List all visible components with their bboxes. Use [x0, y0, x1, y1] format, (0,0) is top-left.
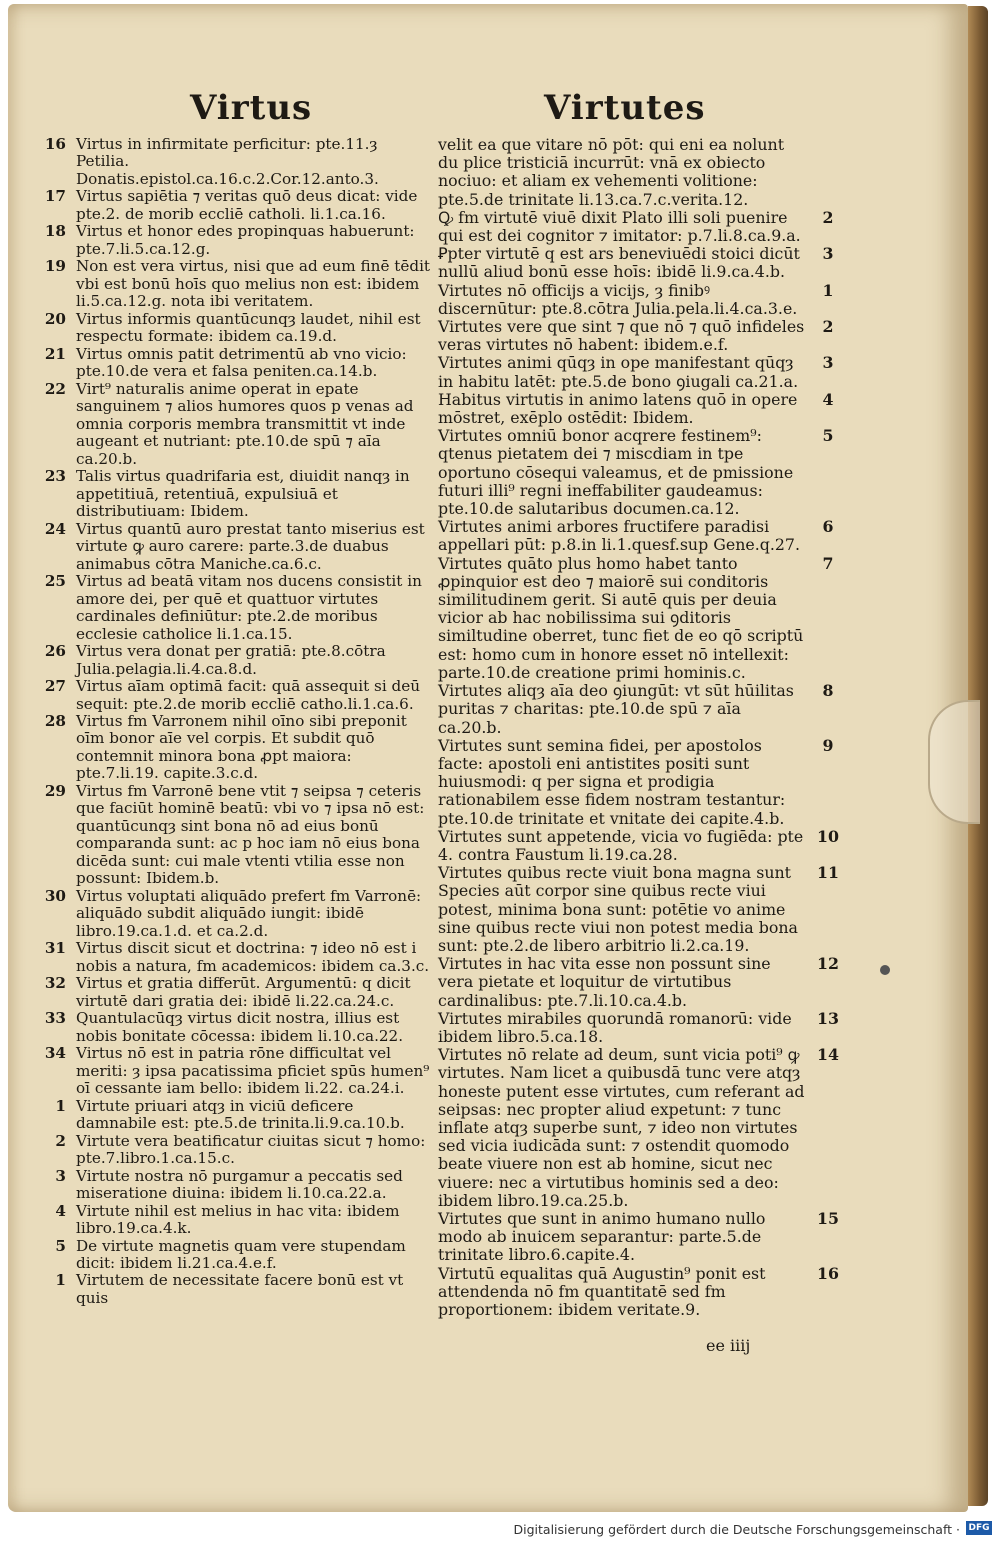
index-entry	[438, 207, 834, 246]
index-entry	[438, 517, 834, 555]
index-entry	[40, 940, 435, 975]
entry-number: 14	[817, 1045, 839, 1065]
entry-text: Virtutes quāto plus homo habet tanto ꝓpinquior est deo ⁊ maiorē sui conditoris similitudinem gerit. Si autē quis per deuia vicior ab hac nobilissima sui ꝯditoris similtudine oberret, tunc fiet de eo qō scriptū est: homo cum in honore esset nō intellexit: parte.10.de creatione primi hominis.c.	[438, 553, 804, 682]
entry-text: Virtute nostra nō purgamur a peccatis sed miseratione diuina: ibidem li.10.ca.22.a.	[76, 1166, 403, 1203]
entry-number: 34	[44, 1044, 66, 1063]
entry-text: Virtus aīam optimā facit: quā assequit si deū sequit: pte.2.de morib eccliē catho.li.1.ca.6.	[76, 677, 420, 713]
index-entry	[40, 1010, 435, 1045]
entry-number: 19	[44, 257, 66, 276]
entry-number: 16	[44, 135, 66, 153]
entry-text: Virtute nihil est melius in hac vita: ibidem libro.19.ca.4.k.	[76, 1201, 400, 1238]
entry-number: 18	[44, 222, 66, 241]
entry-text: Virtus ad beatā vitam nos ducens consistit in amore dei, per quē et quattuor virtutes cardinales definiūtur: pte.2.de moribus ecclesie catholice li.1.ca.15.	[76, 572, 422, 643]
entry-number: 4	[55, 1201, 66, 1220]
entry-text: Virtute vera beatificatur ciuitas sicut ⁊ homo: pte.7.libro.1.ca.15.c.	[76, 1131, 426, 1168]
entry-number: 11	[817, 863, 839, 883]
entry-text: Ꝑpter virtutē q est ars beneviuēdi stoici dicūt nullū aliud bonū esse hoīs: ibidē li.9.ca.4.b.	[438, 244, 800, 282]
dfg-logo: DFG	[966, 1521, 992, 1535]
index-entry	[40, 975, 435, 1010]
entry-text: Virtutes mirabiles quorundā romanorū: vide ibidem libro.5.ca.18.	[438, 1008, 792, 1046]
entry-number: 32	[44, 974, 66, 993]
entry-number: 7	[822, 553, 834, 573]
entry-number: 29	[44, 781, 66, 800]
signature-mark: ee iiij	[706, 1336, 751, 1355]
index-entry	[40, 1045, 435, 1097]
entry-text: Virtutū equalitas quā Augustin⁹ ponit est attendenda nō fm quantitatē sed fm proportionem: ibidem veritate.9.	[438, 1263, 766, 1319]
entry-number: 10	[817, 826, 839, 846]
entry-number: 2	[55, 1131, 66, 1150]
running-head-left: Virtus	[190, 88, 313, 128]
entry-number: 6	[822, 517, 834, 537]
entry-text: Quantulacūqȝ virtus dicit nostra, illius est nobis bonitate cōcessa: ibidem li.10.ca.22.	[76, 1009, 404, 1045]
index-entry	[438, 735, 834, 828]
footer-bar	[0, 1514, 1000, 1542]
entry-number: 17	[44, 187, 66, 206]
index-entry	[40, 468, 435, 520]
index-entry	[40, 521, 435, 573]
entry-text: Virtutes nō officijs a vicijs, ȝ finibꝰ discernūtur: pte.8.cōtra Julia.pela.li.4.ca.3.e.	[438, 280, 798, 318]
entry-number: 3	[822, 244, 834, 264]
entry-text: De virtute magnetis quam vere stupendam dicit: ibidem li.21.ca.4.e.f.	[76, 1236, 406, 1272]
index-entry	[438, 317, 834, 355]
entry-text: Virtus nō est in patria rōne difficultat vel meriti: ȝ ipsa pacatissima pficiet spūs humen⁹ oī cessante iam bello: ibidem li.22. ca.24.i.	[76, 1044, 430, 1098]
entry-number: 2	[822, 207, 834, 227]
right-column	[438, 135, 839, 1319]
entry-text: Virtutes quibus recte viuit bona magna sunt Species aūt corpor sine quibus recte viui potest, minima bona sunt: potētie vo anime sine quibus recte viui non potest media bona sunt: pte.2.de libero arbitrio li.2.ca.19.	[438, 863, 798, 955]
index-entry	[438, 681, 834, 737]
index-entry	[40, 381, 435, 468]
index-entry	[438, 1008, 839, 1046]
running-head-right: Virtutes	[544, 88, 706, 128]
entry-text: Talis virtus quadrifaria est, diuidit nanqȝ in appetitiuā, retentiuā, expulsiuā et distributiuam: Ibidem.	[76, 467, 410, 521]
entry-number: 28	[44, 711, 66, 730]
index-entry	[438, 426, 834, 519]
index-entry	[40, 1098, 435, 1133]
entry-text: Virtutes vere que sint ⁊ que nō ⁊ quō infideles veras virtutes nō habent: ibidem.e.f.	[438, 317, 805, 355]
entry-number: 16	[817, 1263, 839, 1283]
entry-text: Virtus informis quantūcunqȝ laudet, nihil est respectu formate: ibidem ca.19.d.	[76, 309, 421, 346]
entry-text: Virtus et honor edes propinquas habuerunt: pte.7.li.5.ca.12.g.	[76, 222, 415, 258]
index-entry	[40, 223, 435, 258]
entry-text: velit ea que vitare nō pōt: qui eni ea nolunt du plice tristiciā incurrūt: vnā ex obiecto nociuo: et aliam ex vehementi volitione: pte.5.de trinitate li.13.ca.7.c.verita.12.	[438, 135, 785, 209]
entry-text: Virtus fm Varronem nihil oīno sibi preponit oīm bonor aīe vel corpis. Et subdit quō contemnit minora bona ꝓpt maiora: pte.7.li.19. capite.3.c.d.	[76, 711, 407, 783]
index-entry	[438, 1045, 839, 1210]
index-entry	[438, 1208, 839, 1265]
entry-number: 9	[822, 735, 834, 755]
entry-text: Non est vera virtus, nisi que ad eum finē tēdit vbi est bonū hoīs quo melius non est: ibidem li.5.ca.12.g. nota ibi veritatem.	[76, 257, 431, 311]
index-entry	[40, 888, 435, 940]
entry-text: Virtutes aliqȝ aīa deo ꝯiungūt: vt sūt hūilitas puritas ⁊ charitas: pte.10.de spū ⁊ aīa ca.20.b.	[438, 681, 794, 737]
left-column	[40, 136, 435, 1307]
index-entry	[438, 136, 806, 209]
index-entry	[40, 1133, 435, 1168]
index-entry	[438, 826, 839, 864]
entry-number: 13	[817, 1008, 839, 1028]
entry-text: Virtus voluptati aliquādo prefert fm Varronē: aliquādo subdit aliquādo iungit: ibidē libro.19.ca.1.d. et ca.2.d.	[76, 886, 422, 940]
entry-text: Virtus et gratia differūt. Argumentū: q dicit virtutē dari gratia dei: ibidē li.22.ca.24.c.	[76, 974, 411, 1010]
entry-text: Virtutes in hac vita esse non possunt sine vera pietate et loquitur de virtutibus cardinalibus: pte.7.li.10.ca.4.b.	[438, 954, 771, 1010]
entry-text: Virtutes omniū bonor acqrere festinem⁹: qtenus pietatem dei ⁊ miscdiam in tpe oportuno cōsequi valeamus, et de pmissione futuri illi⁹ regni ineffabiliter gaudeamus: pte.10.de salutaribus documen.ca.12.	[438, 426, 794, 519]
index-entry	[40, 188, 435, 223]
entry-number: 3	[55, 1166, 66, 1185]
entry-text: Virtutem de necessitate facere bonū est vt quis	[76, 1271, 404, 1307]
entry-text: Virtutes animi qūqȝ in ope manifestant qūqȝ in habitu latēt: pte.5.de bono ꝯiugali ca.21.a.	[438, 353, 799, 391]
entry-number: 3	[822, 353, 834, 373]
entry-number: 24	[44, 519, 66, 538]
entry-number: 1	[55, 1271, 66, 1290]
index-entry	[438, 389, 834, 428]
entry-text: Virtus omnis patit detrimentū ab vno vicio: pte.10.de vera et falsa peniten.ca.14.b.	[76, 344, 407, 381]
index-entry	[40, 643, 435, 678]
entry-text: Virtutes que sunt in animo humano nullo modo ab inuicem separantur: parte.5.de trinitate libro.6.capite.4.	[438, 1208, 766, 1265]
index-entry	[40, 678, 435, 713]
entry-text: Virtus vera donat per gratiā: pte.8.cōtra Julia.pelagia.li.4.ca.8.d.	[76, 642, 386, 678]
entry-text: Virt⁹ naturalis anime operat in epate sanguinem ⁊ alios humores quos p venas ad omnia corporis membra transmittit vt inde augeant et nutriant: pte.10.de spū ⁊ aīa ca.20.b.	[76, 379, 414, 468]
index-entry	[40, 783, 435, 888]
entry-number: 12	[817, 954, 839, 974]
entry-text: Virtute priuari atqȝ in viciū deficere damnabile est: pte.5.de trinita.li.9.ca.10.b.	[76, 1096, 405, 1133]
entry-number: 5	[822, 426, 834, 446]
index-entry	[438, 553, 834, 682]
index-entry	[40, 713, 435, 783]
entry-number: 1	[822, 280, 834, 300]
entry-text: Habitus virtutis in animo latens quō in opere mōstret, exēplo ostēdit: Ibidem.	[438, 389, 798, 428]
index-entry	[40, 258, 435, 310]
entry-text: Virtus fm Varronē bene vtit ⁊ seipsa ⁊ ceteris que faciūt hominē beatū: vbi vo ⁊ ipsa nō est: quantūcunqȝ sint bona nō ad eius bonū comparanda sunt: ac p hoc iam nō eius bona dicēda sunt: cui male vtenti vtilia esse non possunt: Ibidem.b.	[76, 781, 425, 888]
index-entry	[438, 244, 834, 282]
entry-number: 20	[44, 309, 66, 328]
entry-number: 23	[44, 467, 66, 486]
entry-number: 30	[44, 886, 66, 905]
footer-credit: Digitalisierung gefördert durch die Deutsche Forschungsgemeinschaft ·	[513, 1522, 960, 1537]
index-entry	[40, 1168, 435, 1203]
entry-number: 25	[44, 572, 66, 591]
entry-text: Virtutes nō relate ad deum, sunt vicia poti⁹ ꝙ virtutes. Nam licet a quibusdā tunc vere atqȝ honeste putent esse virtutes, cum referant ad seipsas: nec propter aliud expetunt: ⁊ tunc inflate atqȝ superbe sunt, ⁊ ideo non virtutes sed vicia iudicāda sunt: ⁊ ostendit quomodo beate viuere non est ab homine, sicut nec viuere: nec a virtutibus hominis sed a deo: ibidem libro.19.ca.25.b.	[438, 1045, 805, 1210]
index-entry	[40, 1238, 435, 1273]
page-tab-marker	[928, 700, 980, 824]
paper-hole	[880, 965, 890, 975]
entry-text: Virtutes sunt appetende, vicia vo fugiēda: pte 4. contra Faustum li.19.ca.28.	[438, 826, 804, 864]
entry-number: 4	[822, 389, 834, 409]
entry-number: 8	[822, 681, 834, 701]
entry-number: 27	[44, 677, 66, 696]
index-entry	[40, 1272, 435, 1307]
entry-number: 21	[44, 344, 66, 363]
index-entry	[438, 954, 839, 1010]
index-entry	[438, 353, 834, 391]
entry-number: 33	[44, 1009, 66, 1028]
entry-text: Ꝙ fm virtutē viuē dixit Plato illi soli puenire qui est dei cognitor ⁊ imitator: p.7.li.8.ca.9.a.	[438, 207, 801, 246]
index-entry	[438, 1263, 839, 1320]
index-entry	[40, 346, 435, 381]
entry-text: Virtus sapiētia ⁊ veritas quō deus dicat: vide pte.2. de morib eccliē catholi. li.1.ca.16.	[76, 187, 418, 223]
index-entry	[40, 136, 435, 188]
entry-text: Virtus quantū auro prestat tanto miserius est virtute ꝙ auro carere: parte.3.de duabus animabus cōtra Maniche.ca.6.c.	[76, 519, 425, 573]
entry-number: 15	[817, 1208, 839, 1228]
index-entry	[40, 573, 435, 643]
entry-number: 5	[55, 1236, 66, 1255]
index-entry	[40, 1203, 435, 1238]
entry-number: 26	[44, 642, 66, 661]
index-entry	[438, 280, 834, 318]
entry-number: 31	[44, 939, 66, 958]
entry-number: 22	[44, 379, 66, 398]
entry-number: 2	[822, 317, 834, 337]
index-entry	[438, 863, 839, 955]
entry-text: Virtutes sunt semina fidei, per apostolos facte: apostoli eni antistites positi sunt huiusmodi: q per signa et prodigia rationabilem esse fidem nostram testantur: pte.10.de trinitate et vnitate dei capite.4.b.	[438, 735, 786, 828]
entry-number: 1	[55, 1096, 66, 1115]
index-entry	[40, 311, 435, 346]
entry-text: Virtus in infirmitate perficitur: pte.11.ȝ Petilia. Donatis.epistol.ca.16.c.2.Cor.12.anto.3.	[76, 135, 379, 188]
entry-text: Virtutes animi arbores fructifere paradisi appellari pūt: p.8.in li.1.quesf.sup Gene.q.27.	[438, 517, 800, 555]
entry-text: Virtus discit sicut et doctrina: ⁊ ideo nō est i nobis a natura, fm academicos: ibidem ca.3.c.	[76, 939, 430, 975]
